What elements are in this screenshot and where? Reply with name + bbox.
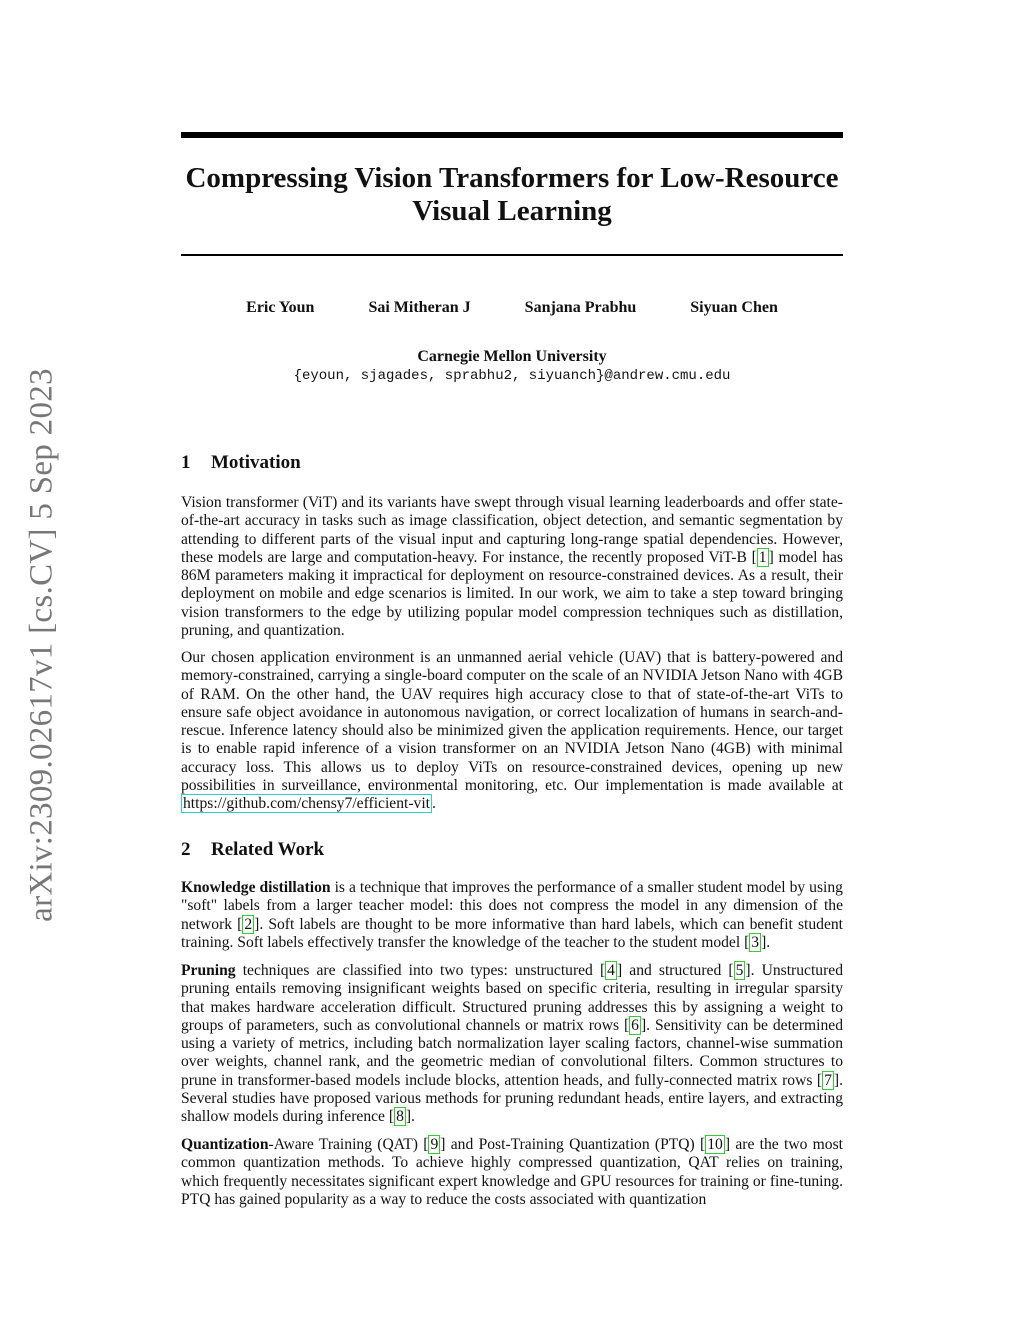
paragraph-text: ]. <box>761 933 771 951</box>
paragraph-text: ]. <box>405 1108 415 1126</box>
paragraph-text: ]. Unstructured pruning entails removing insignificant weights based on specific criteria, resulting in irregular sparsity that makes hardware acceleration difficult. Structured pruning addresses this by assigning a weight to groups of parameters, such as convolutional channels or matrix rows [ <box>181 962 843 1034</box>
title-rule-top <box>181 132 843 138</box>
title-rule-bottom <box>181 254 843 256</box>
section-number: 1 <box>181 452 191 473</box>
section-heading-related-work <box>181 839 324 861</box>
paragraph-text: Vision transformer (ViT) and its variants have swept through visual learning leaderboards and offer state-of-the-art accuracy in tasks such as image classification, object detection, and semantic segmentation by attending to different parts of the visual input and capturing long-range spatial dependencies. However, these models are large and computation-heavy. For instance, the recently proposed ViT-B [ <box>181 494 843 566</box>
author-list <box>181 299 843 317</box>
citation-link[interactable]: 4 <box>607 962 615 979</box>
paragraph-text: ] and Post-Training Quantization (PTQ) [ <box>440 1136 706 1153</box>
paragraph-text: -Aware Training (QAT) [ <box>268 1136 429 1153</box>
citation-link[interactable]: 2 <box>244 915 253 933</box>
motivation-paragraph-2 <box>181 649 843 814</box>
citation-link[interactable]: 3 <box>751 933 760 951</box>
paragraph-text: techniques are classified into two types: unstructured [ <box>235 962 606 979</box>
paragraph-text: is a technique that improves the performance of a smaller student model by using "soft" labels from a larger teacher model: this does not compress the model in any dimension of the network [ <box>181 879 843 933</box>
arxiv-stamp: arXiv:2309.02617v1 [cs.CV] 5 Sep 2023 <box>23 368 60 922</box>
citation-link[interactable]: 5 <box>735 962 744 979</box>
paragraph-term: Knowledge distillation <box>181 879 331 896</box>
citation-link[interactable]: 9 <box>430 1136 439 1153</box>
author-emails: {eyoun, sjagades, sprabhu2, siyuanch}@andrew.cmu.edu <box>293 368 731 384</box>
quantization-paragraph <box>181 1136 843 1209</box>
citation-link[interactable]: 7 <box>824 1071 832 1089</box>
paragraph-text: ] are the two most common quantization methods. To achieve highly compressed quantization, QAT relies on training, which frequently necessitates significant expert knowledge and GPU resources for training or fine-tuning. PTQ has gained popularity as a way to reduce the costs associated with quantization <box>181 1136 844 1208</box>
motivation-paragraph-1 <box>181 494 843 640</box>
paragraph-text: ]. Several studies have proposed various methods for pruning redundant heads, entire layers, and extracting shallow models during inference [ <box>181 1071 843 1126</box>
author-name: Siyuan Chen <box>690 299 778 316</box>
knowledge-distillation-paragraph <box>181 879 843 952</box>
section-title: Motivation <box>211 452 301 473</box>
paragraph-text: Our chosen application environment is an unmanned aerial vehicle (UAV) that is battery-powered and memory-constrained, carrying a single-board computer on the scale of an NVIDIA Jetson Nano with 4GB of RAM. On the other hand, the UAV requires high accuracy close to that of state-of-the-art ViTs to ensure safe object avoidance in autonomous navigation, or correct localization of humans in search-and-rescue. Inference latency should also be minimized given the application requirements. Hence, our target is to enable rapid inference of a vision transformer on an NVIDIA Jetson Nano (4GB) with minimal accuracy loss. This allows us to deploy ViTs on resource-constrained devices, opening up new possibilities in surveillance, environmental monitoring, etc. Our implementation is made available at <box>181 649 843 795</box>
affiliation: Carnegie Mellon University <box>417 348 607 365</box>
author-name: Sanjana Prabhu <box>524 299 637 316</box>
citation-link[interactable]: 6 <box>631 1016 639 1034</box>
paragraph-text: ] model has 86M parameters making it impractical for deployment on resource-constrained devices. As a result, their deployment on mobile and edge scenarios is limited. In our work, we aim to take a step toward bringing vision transformers to the edge by utilizing popular model compression techniques such as distillation, pruning, and quantization. <box>181 548 843 640</box>
section-heading-motivation <box>181 452 301 474</box>
author-name: Sai Mitheran J <box>368 299 471 316</box>
section-number: 2 <box>181 839 191 860</box>
paragraph-text: ] and structured [ <box>616 962 734 979</box>
author-name: Eric Youn <box>246 299 315 316</box>
citation-link[interactable]: 10 <box>707 1136 723 1153</box>
paragraph-text: . <box>432 795 436 813</box>
paragraph-text: ]. Soft labels are thought to be more informative than hard labels, which can benefit student training. Soft labels effectively transfer the knowledge of the teacher to the student model [ <box>181 915 843 951</box>
section-title: Related Work <box>211 839 325 860</box>
paragraph-text: ]. Sensitivity can be determined using a variety of metrics, including batch normalization layer scaling factors, channel-wise summation over weights, channel rank, and the geometric median of convolutional filters. Common structures to prune in transformer-based models include blocks, attention heads, and fully-connected matrix rows [ <box>181 1016 843 1089</box>
paper-title: Compressing Vision Transformers for Low-Resource Visual Learning <box>185 162 839 227</box>
pruning-paragraph <box>181 962 843 1127</box>
github-repo-link[interactable]: https://github.com/chensy7/efficient-vit <box>183 795 431 813</box>
paragraph-term: Quantization <box>181 1136 269 1153</box>
citation-link[interactable]: 1 <box>758 548 767 566</box>
paragraph-term: Pruning <box>181 962 236 979</box>
citation-link[interactable]: 8 <box>396 1108 404 1126</box>
